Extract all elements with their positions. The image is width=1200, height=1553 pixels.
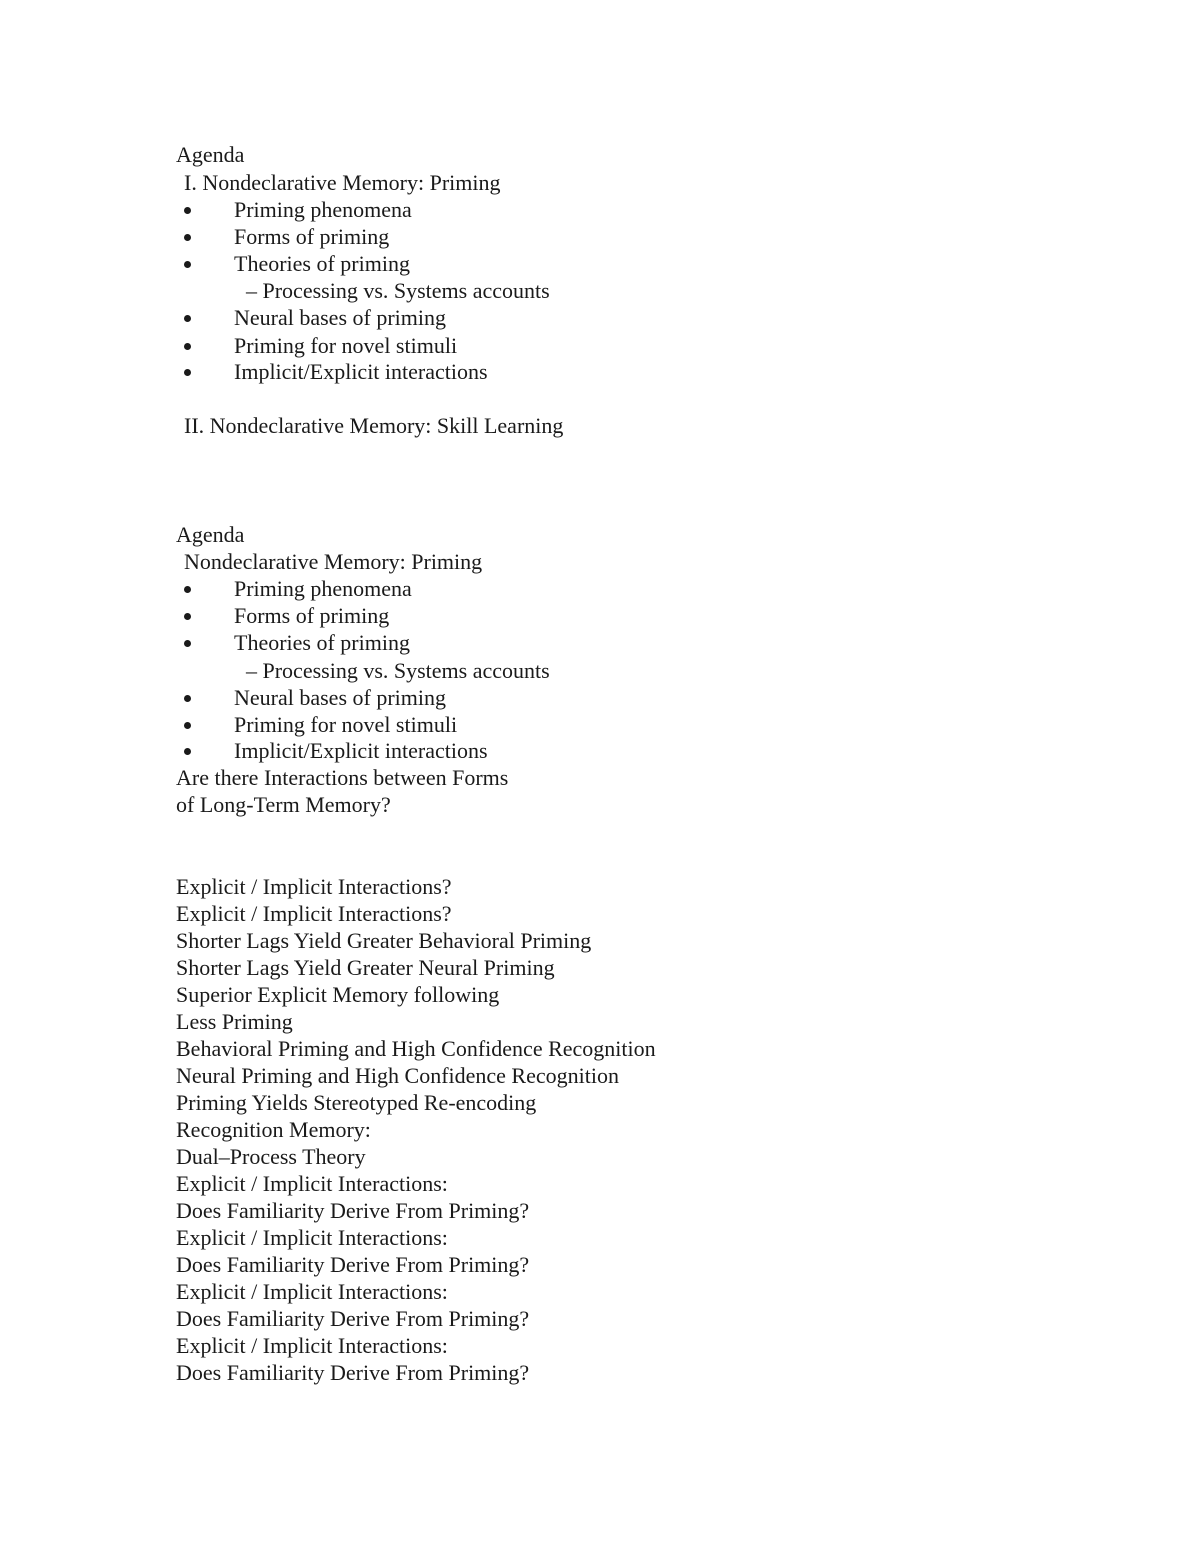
bullet-item: Implicit/Explicit interactions: [234, 359, 488, 384]
text-line: Less Priming: [176, 1009, 293, 1034]
text-line: Explicit / Implicit Interactions?: [176, 874, 452, 899]
bullet-icon: [184, 613, 191, 620]
text-line: Does Familiarity Derive From Priming?: [176, 1306, 530, 1331]
roman-item-2: II. Nondeclarative Memory: Skill Learning: [184, 413, 564, 438]
text-line: Neural Priming and High Confidence Recognition: [176, 1063, 619, 1088]
sub-bullet-item: – Processing vs. Systems accounts: [246, 278, 550, 303]
text-line: Does Familiarity Derive From Priming?: [176, 1252, 530, 1277]
text-line: Explicit / Implicit Interactions?: [176, 901, 452, 926]
bullet-icon: [184, 722, 191, 729]
text-line: Explicit / Implicit Interactions:: [176, 1171, 448, 1196]
bullet-icon: [184, 343, 191, 350]
text-line: Dual–Process Theory: [176, 1144, 366, 1169]
text-line: Explicit / Implicit Interactions:: [176, 1225, 448, 1250]
bullet-icon: [184, 640, 191, 647]
bullet-icon: [184, 315, 191, 322]
bullet-icon: [184, 207, 191, 214]
text-line: Does Familiarity Derive From Priming?: [176, 1360, 530, 1385]
text-line: Recognition Memory:: [176, 1117, 371, 1142]
sub-bullet-item: – Processing vs. Systems accounts: [246, 658, 550, 683]
bullet-icon: [184, 261, 191, 268]
question-line: of Long-Term Memory?: [176, 792, 391, 817]
bullet-item: Priming for novel stimuli: [234, 712, 458, 737]
bullet-item: Priming phenomena: [234, 576, 412, 601]
bullet-item: Priming phenomena: [234, 197, 412, 222]
bullet-icon: [184, 748, 191, 755]
bullet-item: Theories of priming: [234, 251, 410, 276]
bullet-item: Neural bases of priming: [234, 305, 446, 330]
bullet-item: Priming for novel stimuli: [234, 333, 458, 358]
question-line: Are there Interactions between Forms: [176, 765, 509, 790]
agenda-heading-2: Agenda: [176, 522, 245, 547]
agenda-heading-1: Agenda: [176, 142, 245, 167]
bullet-icon: [184, 586, 191, 593]
agenda-subheading: Nondeclarative Memory: Priming: [184, 549, 483, 574]
bullet-item: Forms of priming: [234, 224, 390, 249]
bullet-item: Implicit/Explicit interactions: [234, 738, 488, 763]
text-line: Behavioral Priming and High Confidence Recognition: [176, 1036, 656, 1061]
bullet-icon: [184, 234, 191, 241]
text-line: Priming Yields Stereotyped Re-encoding: [176, 1090, 537, 1115]
bullet-item: Theories of priming: [234, 630, 410, 655]
text-line: Does Familiarity Derive From Priming?: [176, 1198, 530, 1223]
text-line: Shorter Lags Yield Greater Behavioral Priming: [176, 928, 592, 953]
roman-item-1: I. Nondeclarative Memory: Priming: [184, 170, 501, 195]
text-line: Explicit / Implicit Interactions:: [176, 1333, 448, 1358]
bullet-item: Neural bases of priming: [234, 685, 446, 710]
text-line: Explicit / Implicit Interactions:: [176, 1279, 448, 1304]
bullet-item: Forms of priming: [234, 603, 390, 628]
bullet-icon: [184, 369, 191, 376]
text-line: Shorter Lags Yield Greater Neural Priming: [176, 955, 555, 980]
text-line: Superior Explicit Memory following: [176, 982, 500, 1007]
bullet-icon: [184, 695, 191, 702]
